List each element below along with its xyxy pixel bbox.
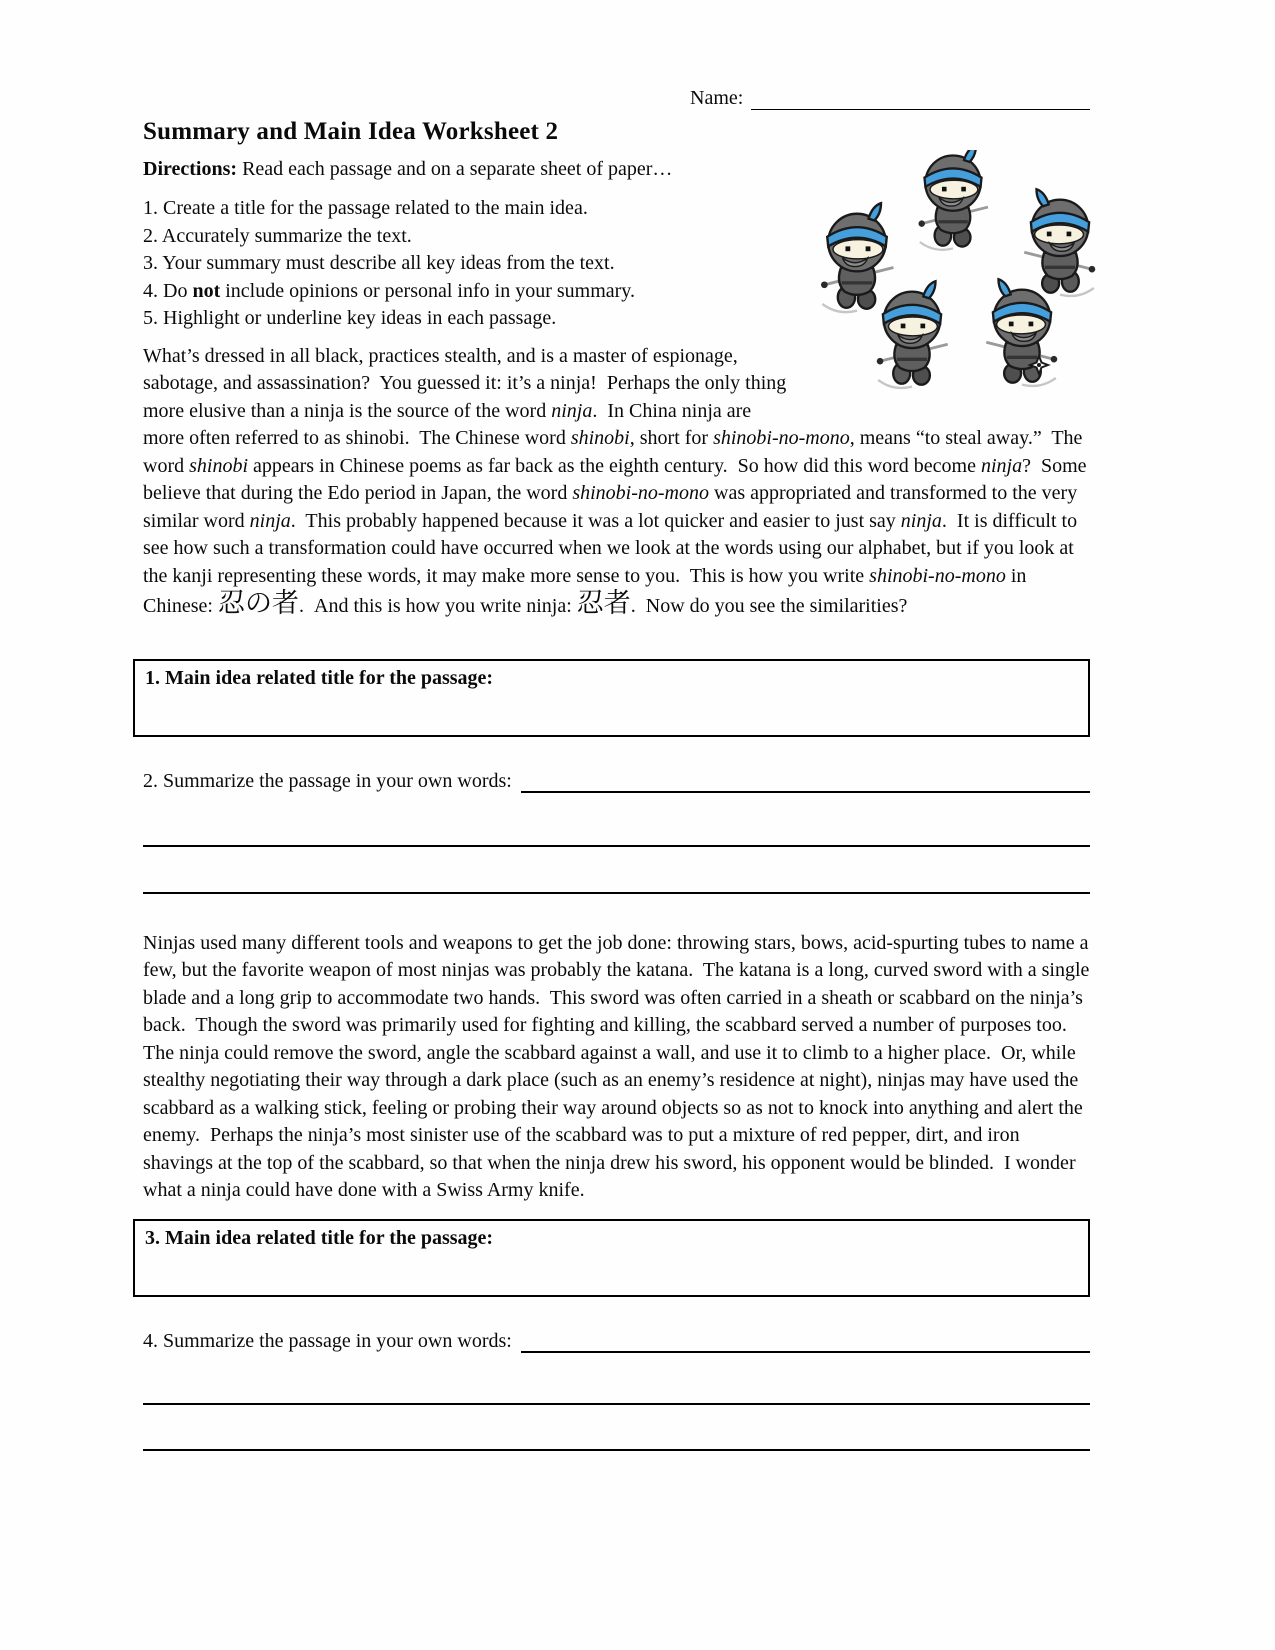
instruction-item-1: 1. Create a title for the passage related to the main idea. <box>143 197 588 219</box>
directions-label: Directions: <box>143 158 238 180</box>
answer-line-4a[interactable] <box>521 1329 1090 1353</box>
name-row <box>690 86 1090 110</box>
ninja-illustration <box>807 150 1112 392</box>
name-label: Name: <box>690 87 744 109</box>
instruction-item-3: 3. Your summary must describe all key ideas from the text. <box>143 252 615 274</box>
answer-line-2a[interactable] <box>521 769 1090 793</box>
main-idea-answer-box-1[interactable] <box>133 659 1090 737</box>
answer-line-4b[interactable] <box>143 1403 1090 1405</box>
instruction-item-5: 5. Highlight or underline key ideas in each passage. <box>143 307 557 329</box>
instruction-item-4: 4. Do not include opinions or personal info in your summary. <box>143 279 635 302</box>
answer-line-2c[interactable] <box>143 892 1090 894</box>
main-idea-box-1-label: 1. Main idea related title for the passage: <box>145 666 494 689</box>
directions-text: Read each passage and on a separate sheet of paper… <box>237 158 673 180</box>
instruction-item-2: 2. Accurately summarize the text. <box>143 224 412 247</box>
passage-2: Ninjas used many different tools and weapons to get the job done: throwing stars, bows, acid-spurting tubes to name a few, but the favorite weapon of most ninjas was probably the katana. The katana is a long, curved sword with a single blade and a long grip to accommodate two hands. This sword was often carried in a sheath or scabbard on the ninja’s back. Though the sword was primarily used for fighting and killing, the scabbard served a number of purposes too. The ninja could remove the sword, angle the scabbard against a wall, and use it to climb to a higher place. Or, while stealthy negotiating their way through a dark place (such as an enemy’s residence at night), ninjas may have used the scabbard as a walking stick, feeling or probing their way around objects so as not to knock into anything and alert the enemy. Perhaps the ninja’s most sinister use of the scabbard was to put a mixture of red pepper, dirt, and iron shavings at the top of the scabbard, so that when the ninja drew his sword, his opponent would be blinded. I wonder what a ninja could have done with a Swiss Army knife. <box>143 931 1095 1201</box>
page-title: Summary and Main Idea Worksheet 2 <box>143 118 559 145</box>
main-idea-answer-box-3[interactable] <box>133 1219 1090 1297</box>
name-blank-line[interactable] <box>751 89 1090 110</box>
passage-1: What’s dressed in all black, practices stealth, and is a master of espionage, sabotage, and assassination? You guessed it: it’s a ninja! Perhaps the only thing more elusive than a ninja is the source of the word ninja. In China ninja are more often referred to as shinobi. The Chinese word shinobi, short for shinobi-no-mono, means “to steal away.” The word shinobi appears in Chinese poems as far back as the eighth century. So how did this word become ninja? Some believe that during the Edo period in Japan, the word shinobi-no-mono was appropriated and transformed to the very similar word ninja. This probably happened because it was a lot quicker and easier to just say ninja. It is difficult to see how such a transformation could have occurred when we look at the words using our alphabet, but if you look at the kanji representing these words, it may make more sense to you. This is how you write shinobi-no-mono in Chinese: 忍の者. And this is how you write ninja: 忍者. Now do you see the similarities? <box>143 344 1092 619</box>
main-idea-box-3-label: 3. Main idea related title for the passage: <box>145 1226 494 1249</box>
answer-line-2b[interactable] <box>143 845 1090 847</box>
summarize-prompt-2 <box>143 769 1090 793</box>
summarize-prompt-4-label: 4. Summarize the passage in your own words: <box>143 1329 512 1352</box>
summarize-prompt-4 <box>143 1329 1090 1353</box>
answer-line-4c[interactable] <box>143 1449 1090 1451</box>
summarize-prompt-2-label: 2. Summarize the passage in your own words: <box>143 769 512 792</box>
